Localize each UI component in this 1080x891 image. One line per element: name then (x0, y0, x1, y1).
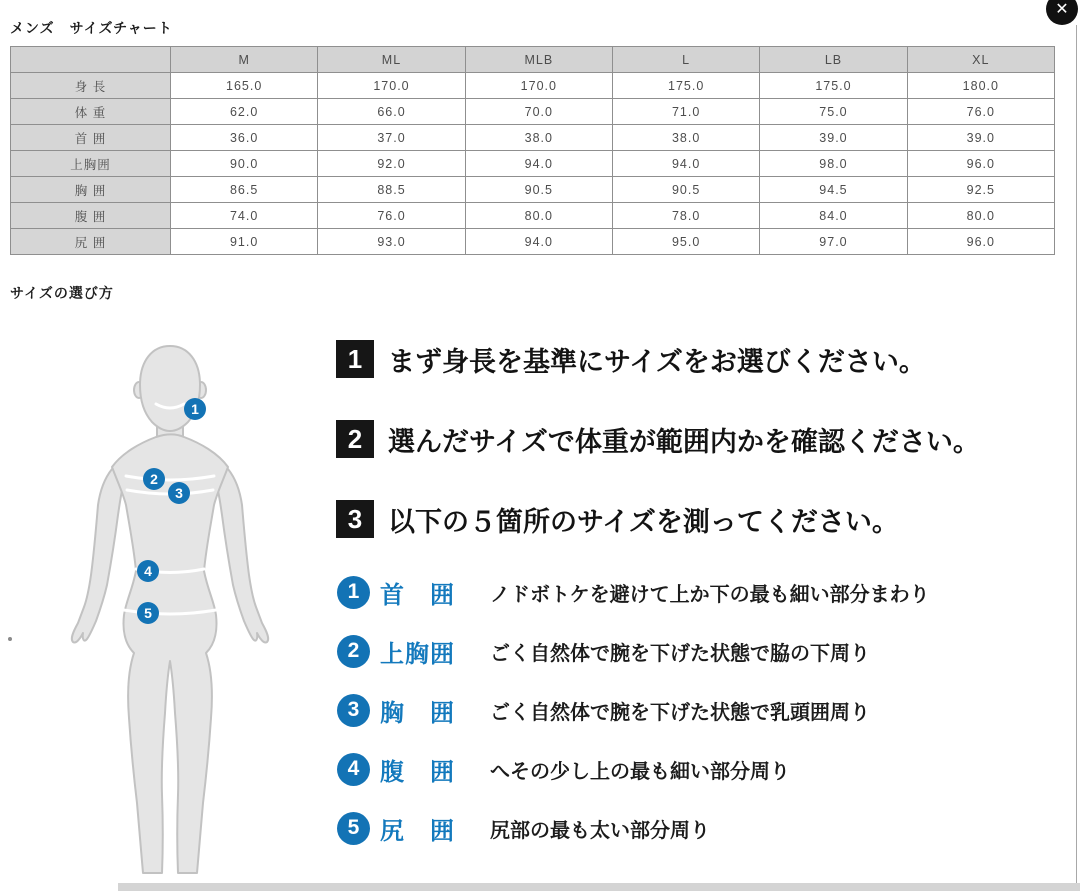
figure-marker-1-label: 1 (191, 401, 199, 417)
cell: 38.0 (465, 125, 612, 151)
row-label: 腹 囲 (11, 203, 171, 229)
measurement-3-label: 胸 囲 (380, 699, 455, 727)
cell: 94.0 (465, 151, 612, 177)
cell: 74.0 (171, 203, 318, 229)
col-header-ml: ML (318, 47, 465, 73)
step-2-number-badge: 2 (336, 420, 374, 458)
measurement-1-description: ノドボトケを避けて上か下の最も細い部分まわり (490, 583, 930, 606)
cell: 62.0 (171, 99, 318, 125)
cell: 175.0 (760, 73, 907, 99)
table-row-waist (11, 203, 1055, 229)
figure-marker-2-label: 2 (150, 471, 158, 487)
measurement-item-hip (337, 808, 710, 848)
measurement-5-label: 尻 囲 (380, 817, 455, 845)
step-1-number-badge: 1 (336, 340, 374, 378)
measurement-5-number-badge: 5 (337, 812, 370, 845)
cell: 90.5 (612, 177, 759, 203)
measurement-item-chest (337, 690, 870, 730)
step-3 (336, 497, 899, 541)
cell: 91.0 (171, 229, 318, 255)
figure-marker-3-label: 3 (175, 485, 183, 501)
step-3-text: 以下の５箇所のサイズを測ってください。 (388, 506, 899, 537)
cell: 76.0 (318, 203, 465, 229)
close-icon: ✕ (1055, 1, 1069, 18)
cell: 90.5 (465, 177, 612, 203)
table-row-upper-chest (11, 151, 1055, 177)
cell: 92.5 (907, 177, 1054, 203)
table-header-row (11, 47, 1055, 73)
cell: 71.0 (612, 99, 759, 125)
measurement-item-upper-chest (337, 631, 870, 671)
cell: 70.0 (465, 99, 612, 125)
cell: 93.0 (318, 229, 465, 255)
step-1-text: まず身長を基準にサイズをお選びください。 (388, 346, 926, 377)
table-row-weight (11, 99, 1055, 125)
col-header-xl: XL (907, 47, 1054, 73)
cell: 96.0 (907, 151, 1054, 177)
col-header-l: L (612, 47, 759, 73)
col-header-m: M (171, 47, 318, 73)
cell: 37.0 (318, 125, 465, 151)
measurement-3-number-badge: 3 (337, 694, 370, 727)
table-row-chest (11, 177, 1055, 203)
row-label: 尻 囲 (11, 229, 171, 255)
col-header-lb: LB (760, 47, 907, 73)
figure-arm-right (214, 469, 268, 642)
cell: 39.0 (907, 125, 1054, 151)
figure-arm-left (72, 469, 126, 642)
guide-heading: サイズの選び方 (10, 285, 114, 301)
cell: 97.0 (760, 229, 907, 255)
measurement-2-label: 上胸囲 (380, 640, 455, 668)
horizontal-scrollbar[interactable] (118, 883, 1080, 891)
row-label: 胸 囲 (11, 177, 171, 203)
step-1 (336, 337, 926, 381)
cell: 38.0 (612, 125, 759, 151)
cell: 180.0 (907, 73, 1054, 99)
cell: 94.0 (612, 151, 759, 177)
figure-marker-5-label: 5 (144, 605, 152, 621)
cell: 86.5 (171, 177, 318, 203)
cell: 84.0 (760, 203, 907, 229)
cell: 36.0 (171, 125, 318, 151)
cell: 76.0 (907, 99, 1054, 125)
cell: 90.0 (171, 151, 318, 177)
figure-torso-legs (112, 434, 228, 873)
row-label: 身 長 (11, 73, 171, 99)
cell: 94.0 (465, 229, 612, 255)
body-measurement-figure (60, 333, 315, 878)
cell: 75.0 (760, 99, 907, 125)
step-3-number-badge: 3 (336, 500, 374, 538)
measurement-1-number-badge: 1 (337, 576, 370, 609)
cell: 165.0 (171, 73, 318, 99)
close-button[interactable] (1046, 0, 1078, 25)
cell: 98.0 (760, 151, 907, 177)
step-2 (336, 417, 980, 461)
cell: 95.0 (612, 229, 759, 255)
measurement-1-label: 首 囲 (380, 581, 455, 609)
measurement-4-label: 腹 囲 (380, 758, 455, 786)
cell: 96.0 (907, 229, 1054, 255)
step-2-text: 選んだサイズで体重が範囲内かを確認ください。 (388, 426, 980, 457)
table-row-neck (11, 125, 1055, 151)
table-row-height (11, 73, 1055, 99)
row-label: 体 重 (11, 99, 171, 125)
cell: 175.0 (612, 73, 759, 99)
measurement-item-neck (337, 572, 930, 612)
cell: 39.0 (760, 125, 907, 151)
modal-right-border (1076, 25, 1077, 891)
cell: 170.0 (465, 73, 612, 99)
cell: 80.0 (465, 203, 612, 229)
stray-dot (8, 637, 12, 641)
row-label: 首 囲 (11, 125, 171, 151)
corner-cell (11, 47, 171, 73)
measurement-3-description: ごく自然体で腕を下げた状態で乳頭囲周り (490, 701, 870, 724)
cell: 80.0 (907, 203, 1054, 229)
measurement-item-waist (337, 749, 790, 789)
cell: 78.0 (612, 203, 759, 229)
measurement-4-number-badge: 4 (337, 753, 370, 786)
col-header-mlb: MLB (465, 47, 612, 73)
measurement-2-description: ごく自然体で腕を下げた状態で脇の下周り (490, 642, 870, 665)
measurement-5-description: 尻部の最も太い部分周り (490, 819, 710, 842)
cell: 94.5 (760, 177, 907, 203)
cell: 88.5 (318, 177, 465, 203)
measurement-4-description: へその少し上の最も細い部分周り (490, 760, 790, 783)
measurement-2-number-badge: 2 (337, 635, 370, 668)
cell: 66.0 (318, 99, 465, 125)
table-row-hip (11, 229, 1055, 255)
page-title: メンズ サイズチャート (10, 20, 173, 36)
cell: 170.0 (318, 73, 465, 99)
row-label: 上胸囲 (11, 151, 171, 177)
figure-marker-4-label: 4 (144, 563, 152, 579)
size-chart-table (10, 46, 1055, 255)
cell: 92.0 (318, 151, 465, 177)
body-silhouette-illustration (60, 333, 315, 878)
